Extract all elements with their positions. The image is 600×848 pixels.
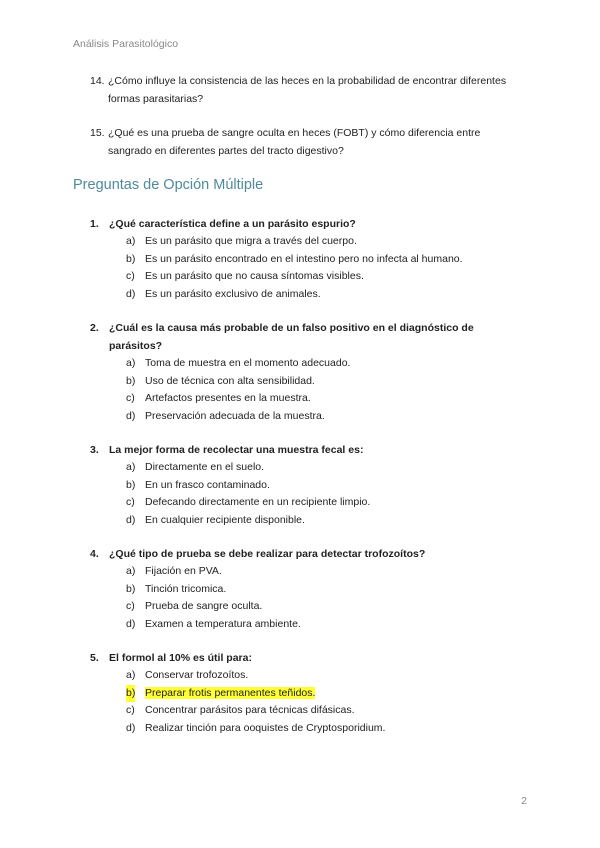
option-d (90, 616, 500, 634)
option-letter: a) (126, 565, 136, 577)
options-list (90, 667, 500, 737)
option-d (90, 720, 500, 738)
option-c (90, 598, 500, 616)
page-number: 2 (521, 795, 527, 807)
option-letter: b) (126, 582, 136, 595)
option-text-highlighted: Preparar frotis permanentes teñidos. (145, 686, 316, 699)
option-letter: a) (126, 461, 136, 473)
option-letter: b) (126, 685, 135, 703)
option-a (90, 355, 500, 373)
question-text: El formol al 10% es útil para: (109, 652, 252, 664)
option-letter: c) (126, 704, 135, 716)
option-text: Preservación adecuada de la muestra. (145, 409, 325, 422)
option-text: En cualquier recipiente disponible. (145, 513, 305, 526)
option-letter: a) (126, 357, 136, 369)
section-title: Preguntas de Opción Múltiple (73, 177, 264, 193)
option-b (90, 373, 500, 391)
option-a (90, 459, 500, 477)
open-question-15 (90, 124, 510, 160)
mcq-question-2 (90, 319, 500, 425)
question-text: ¿Qué es una prueba de sangre oculta en heces (FOBT) y cómo diferencia entre sangrado en diferentes partes del tracto digestivo? (108, 127, 481, 157)
option-text: Prueba de sangre oculta. (145, 600, 263, 612)
question-number: 4. (90, 548, 99, 560)
option-letter: d) (126, 513, 136, 526)
mcq-question-1 (90, 215, 500, 303)
question-text: La mejor forma de recolectar una muestra fecal es: (109, 444, 364, 456)
question-heading (90, 319, 500, 355)
option-d (90, 286, 500, 304)
option-letter: d) (126, 409, 136, 422)
option-d (90, 512, 500, 530)
option-text: Concentrar parásitos para técnicas difásicas. (145, 704, 355, 716)
question-heading (90, 215, 500, 233)
open-question-14 (90, 72, 510, 108)
mcq-question-5 (90, 649, 500, 737)
mcq-question-4 (90, 545, 500, 633)
question-number: 2. (90, 322, 99, 334)
option-letter: c) (126, 600, 135, 612)
option-text: En un frasco contaminado. (145, 478, 270, 491)
options-list (90, 459, 500, 529)
question-number: 3. (90, 444, 99, 456)
question-text: ¿Qué tipo de prueba se debe realizar para detectar trofozoítos? (109, 548, 426, 560)
question-heading (90, 441, 500, 459)
option-c (90, 702, 500, 720)
option-letter: c) (126, 270, 135, 282)
question-number: 15. (90, 127, 105, 139)
option-letter: c) (126, 496, 135, 508)
option-d (90, 408, 500, 426)
options-list (90, 233, 500, 303)
question-number: 14. (90, 75, 105, 87)
option-text: Realizar tinción para ooquistes de Cryptosporidium. (145, 721, 386, 734)
option-text: Uso de técnica con alta sensibilidad. (145, 374, 315, 387)
question-text: ¿Cuál es la causa más probable de un falso positivo en el diagnóstico de parásitos? (109, 322, 474, 352)
option-text: Es un parásito que no causa síntomas visibles. (145, 270, 364, 282)
page-header: Análisis Parasitológico (73, 38, 179, 50)
option-text: Es un parásito que migra a través del cuerpo. (145, 235, 357, 247)
option-text: Fijación en PVA. (145, 565, 222, 577)
question-number: 1. (90, 218, 99, 230)
option-letter: d) (126, 617, 136, 630)
option-text: Tinción tricomica. (145, 582, 227, 595)
question-text: ¿Cómo influye la consistencia de las heces en la probabilidad de encontrar diferentes formas parasitarias? (108, 75, 507, 105)
option-c (90, 494, 500, 512)
option-letter: a) (126, 669, 136, 681)
option-text: Artefactos presentes en la muestra. (145, 392, 311, 404)
option-a (90, 563, 500, 581)
option-letter: d) (126, 721, 136, 734)
option-c (90, 390, 500, 408)
question-heading (90, 545, 500, 563)
option-text: Directamente en el suelo. (145, 461, 265, 473)
mcq-question-3 (90, 441, 500, 529)
option-text: Examen a temperatura ambiente. (145, 617, 301, 630)
option-a (90, 233, 500, 251)
option-b-highlighted (90, 685, 500, 703)
question-heading (90, 649, 500, 667)
option-c (90, 268, 500, 286)
option-letter: c) (126, 392, 135, 404)
option-text: Conservar trofozoítos. (145, 669, 249, 681)
option-b (90, 477, 500, 495)
question-number: 5. (90, 652, 99, 664)
option-letter: b) (126, 374, 136, 387)
option-text: Es un parásito exclusivo de animales. (145, 287, 321, 300)
question-text: ¿Qué característica define a un parásito espurio? (109, 218, 356, 230)
options-list (90, 355, 500, 425)
option-letter: b) (126, 478, 136, 491)
option-text: Toma de muestra en el momento adecuado. (145, 357, 351, 369)
option-letter: b) (126, 252, 136, 265)
option-text: Es un parásito encontrado en el intestino pero no infecta al humano. (145, 252, 463, 265)
option-text: Defecando directamente en un recipiente limpio. (145, 496, 371, 508)
option-a (90, 667, 500, 685)
option-b (90, 251, 500, 269)
options-list (90, 563, 500, 633)
option-b (90, 581, 500, 599)
option-letter: a) (126, 235, 136, 247)
option-letter: d) (126, 287, 136, 300)
